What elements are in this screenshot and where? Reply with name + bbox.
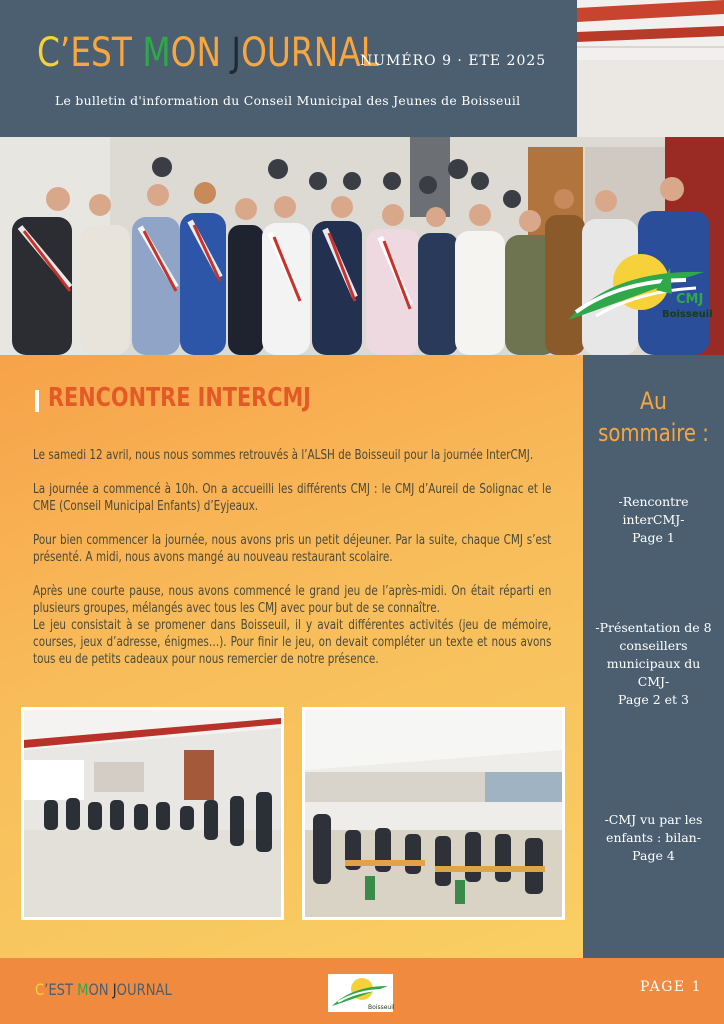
title-letter-m: M bbox=[142, 30, 171, 76]
event-photo-restaurant bbox=[302, 707, 565, 920]
summary-item-label: -Présentation de 8 conseillers municipaux du CMJ- bbox=[595, 620, 712, 689]
title-word-est: ’EST bbox=[59, 30, 143, 76]
article-paragraph: Après une courte pause, nous avons commencé le grand jeu de l’après-midi. On était réparti en plusieurs groupes, mélangés avec tous les CMJ avec pour but de se connaître. bbox=[33, 584, 552, 616]
footer-logo-illustration bbox=[328, 974, 393, 1012]
page-number: PAGE 1 bbox=[639, 979, 702, 995]
footer-letter-c: C bbox=[35, 980, 45, 999]
header-photo bbox=[577, 0, 724, 137]
logo-cmj-text: CMJ bbox=[676, 292, 704, 307]
issue-number: NUMÉRO 9 · ETE 2025 bbox=[360, 53, 547, 69]
event-photo-hall bbox=[21, 707, 284, 920]
summary-item[interactable] bbox=[591, 493, 716, 547]
summary-title-line2: sommaire : bbox=[598, 419, 709, 447]
page-footer bbox=[0, 958, 724, 1024]
footer-word-est: ’EST bbox=[44, 980, 78, 999]
summary-title-line1: Au bbox=[640, 387, 667, 415]
summary-title bbox=[583, 385, 724, 449]
summary-sidebar bbox=[583, 355, 724, 958]
title-word-ournal: OURNAL bbox=[241, 30, 379, 76]
summary-item-page: Page 2 et 3 bbox=[618, 692, 689, 707]
summary-item-label: -Rencontre interCMJ- bbox=[618, 494, 689, 527]
summary-item-page: Page 4 bbox=[632, 848, 675, 863]
footer-brand bbox=[35, 980, 172, 999]
article-paragraph: La journée a commencé à 10h. On a accueilli les différents CMJ : le CMJ d’Aureil de Solignac et le CME (Conseil Municipal Enfants) d’Eyjeaux. bbox=[33, 482, 552, 514]
summary-item[interactable] bbox=[591, 811, 716, 865]
title-letter-c: C bbox=[37, 30, 60, 76]
footer-logo-text: Boisseuil bbox=[368, 1004, 395, 1011]
article-title: RENCONTRE INTERCMJ bbox=[48, 383, 311, 413]
newsletter-subtitle: Le bulletin d'information du Conseil Municipal des Jeunes de Boisseuil bbox=[55, 93, 521, 108]
restaurant-photo-illustration bbox=[305, 710, 562, 917]
summary-item[interactable] bbox=[591, 619, 716, 709]
title-letter-j: J bbox=[231, 30, 242, 76]
footer-letter-m: M bbox=[77, 980, 89, 999]
footer-word-on: ON bbox=[88, 980, 113, 999]
article-paragraph: Le jeu consistait à se promener dans Boisseuil, il y avait différentes activités (jeu de mémoire, courses, jeux d’adresse, énigmes…). Pour finir le jeu, on devait compléter un texte et nous avons tous eu de petits cadeaux pour nous remercier de notre présence. bbox=[33, 618, 552, 667]
article-section bbox=[0, 355, 583, 958]
masthead-banner bbox=[0, 0, 577, 137]
title-word-on: ON bbox=[170, 30, 232, 76]
title-accent-bar bbox=[35, 390, 39, 412]
footer-letter-j: J bbox=[112, 980, 117, 999]
summary-item-label: -CMJ vu par les enfants : bilan- bbox=[604, 812, 703, 845]
logo-boisseuil-text: Boisseuil bbox=[662, 309, 713, 320]
article-body bbox=[33, 447, 551, 685]
article-paragraph: Pour bien commencer la journée, nous avons pris un petit déjeuner. Par la suite, chaque CMJ s’est présenté. A midi, nous avons mangé au nouveau restaurant scolaire. bbox=[33, 533, 552, 565]
footer-word-ournal: OURNAL bbox=[116, 980, 172, 999]
hall-photo-illustration bbox=[24, 710, 281, 917]
newsletter-title bbox=[37, 30, 379, 76]
group-photo bbox=[0, 137, 724, 355]
footer-logo bbox=[328, 974, 393, 1012]
article-paragraph: Le samedi 12 avril, nous nous sommes retrouvés à l’ALSH de Boisseuil pour la journée InterCMJ. bbox=[33, 448, 534, 463]
summary-item-page: Page 1 bbox=[632, 530, 675, 545]
cmj-logo bbox=[566, 250, 713, 325]
ceiling-photo-illustration bbox=[577, 0, 724, 137]
